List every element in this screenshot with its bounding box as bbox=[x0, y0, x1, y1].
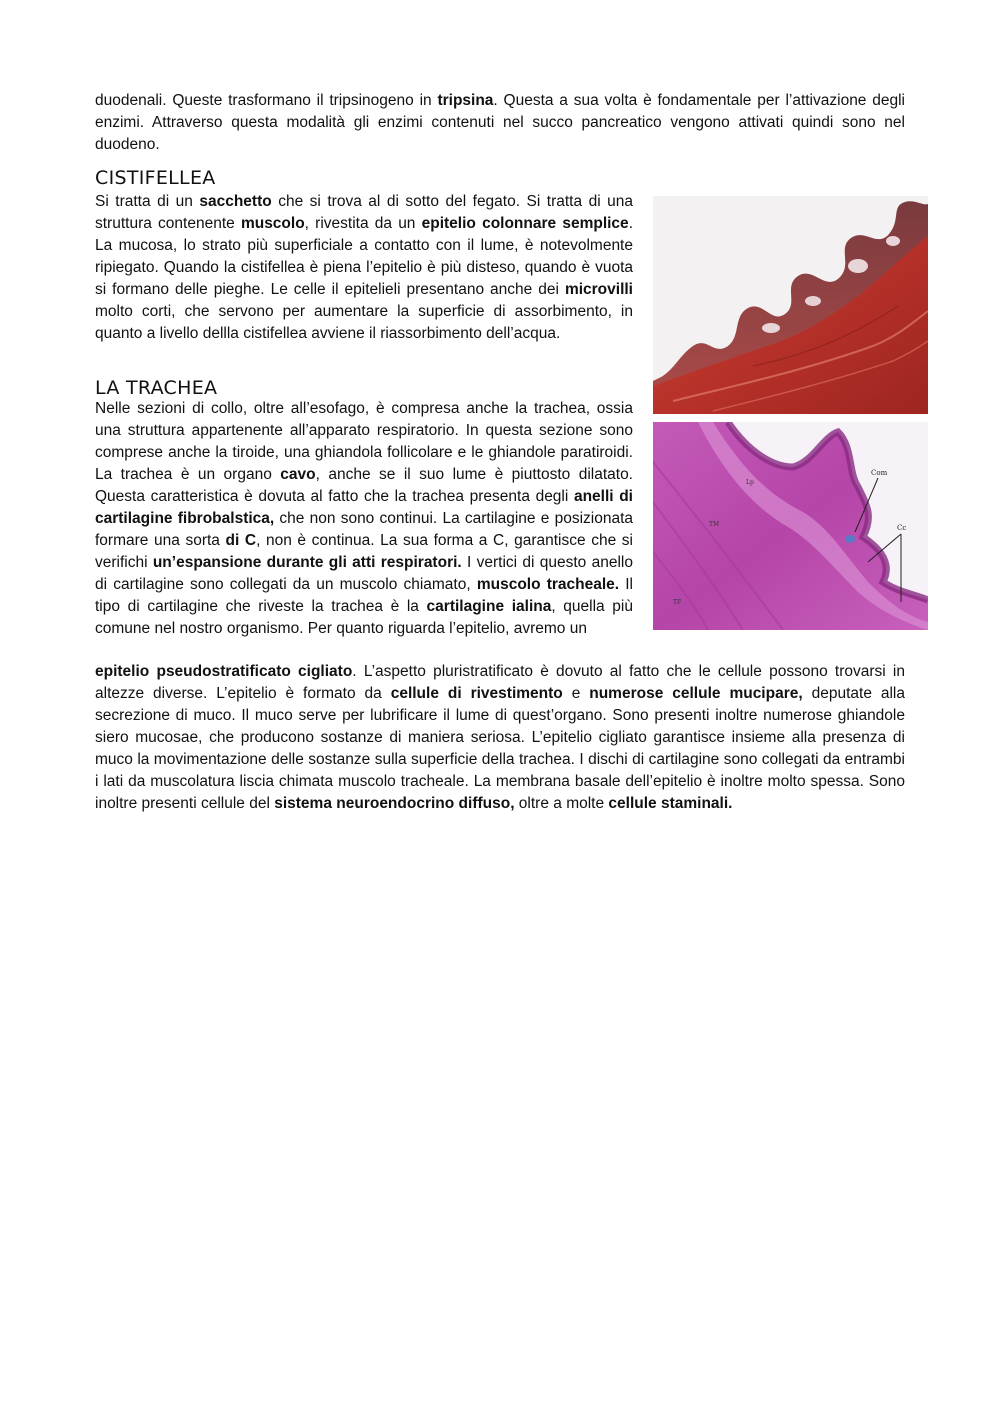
trachea-paragraph-continued bbox=[95, 661, 905, 815]
text-run: , rivestita da un bbox=[304, 215, 422, 232]
gallbladder-histology-drawing bbox=[653, 196, 928, 414]
text-run: che si trova al di sotto del fegato. Si tratta di una struttura contenente bbox=[95, 193, 633, 232]
figure-label-tm: TM bbox=[709, 521, 720, 528]
bold-term: sistema neuroendocrino diffuso, bbox=[274, 795, 515, 812]
bold-term: epitelio pseudostratificato cigliato bbox=[95, 663, 353, 680]
text-run: . Questa a sua volta è fondamentale per l’attivazione degli enzimi. Attraverso questa modalità gli enzimi contenuti nel succo pancreatico vengono attivati quindi sono nel duodeno. bbox=[95, 92, 905, 153]
bold-term: microvilli bbox=[564, 281, 633, 298]
figure-label-tf: TF bbox=[673, 599, 682, 606]
bold-term: cartilagine ialina bbox=[426, 598, 552, 615]
text-run: duodenali. Queste trasformano il tripsinogeno in bbox=[95, 92, 438, 109]
bold-term: un’espansione durante gli atti respiratori. bbox=[152, 554, 462, 571]
gallbladder-histology-image bbox=[653, 196, 928, 414]
figure-label-lp: Lp bbox=[746, 479, 754, 486]
bold-term: epitelio colonnare semplice bbox=[421, 215, 629, 232]
text-run: e bbox=[562, 685, 590, 702]
trachea-paragraph bbox=[95, 398, 633, 640]
text-run: Si tratta di un bbox=[95, 193, 200, 210]
bold-term: anelli di cartilagine fibrobalstica, bbox=[95, 488, 633, 527]
intro-paragraph bbox=[95, 90, 905, 156]
bold-term: numerose cellule mucipare, bbox=[589, 685, 803, 702]
figure-label-cc: Cc bbox=[897, 524, 907, 532]
text-run: Nelle sezioni di collo, oltre all’esofago, è compresa anche la trachea, ossia una struttura appartenente all’apparato respiratorio. In questa sezione sono comprese anche la tiroide, una ghiandola follicolare e le ghiandole paratiroidi. La trachea è un organo bbox=[95, 400, 633, 483]
text-run: che non sono continui. La cartilagine e posizionata formare una sorta bbox=[95, 510, 634, 549]
text-run: , anche se il suo lume è piuttosto dilatato. Questa caratteristica è dovuta al fatto che la trachea presenta degli bbox=[95, 466, 633, 505]
cistifellea-paragraph bbox=[95, 191, 633, 345]
text-run: I vertici di questo anello di cartilagine sono collegati da un muscolo chiamato, bbox=[95, 554, 633, 593]
bold-term: muscolo tracheale. bbox=[476, 576, 620, 593]
text-run: Il tipo di cartilagine che riveste la trachea è la bbox=[95, 576, 633, 615]
bold-term: cellule staminali. bbox=[608, 795, 733, 812]
text-run: molto corti, che servono per aumentare la superficie di assorbimento, in quanto a livello dellla cistifellea avviene il riassorbimento dell’acqua. bbox=[95, 303, 633, 342]
figure-label-com: Com bbox=[871, 469, 888, 477]
bold-term: di C bbox=[225, 532, 257, 549]
text-run: deputate alla secrezione di muco. Il muco serve per lubrificare il lume di quest’organo. Sono presenti inoltre numerose ghiandole siero mucosae, che producono sostanze di maniera seriosa. L’epitelio cigliato garantisce insieme alla presenza di muco la movimentazione delle sostanze sulla superficie della trachea. I dischi di cartilagine sono collegati da entrambi i lati da muscolatura liscia chimata muscolo tracheale. La membrana basale dell’epitelio è inoltre molto spessa. Sono inoltre presenti cellule del bbox=[95, 685, 905, 812]
bold-term: tripsina bbox=[437, 92, 494, 109]
text-run: , non è continua. La sua forma a C, garantisce che si verifichi bbox=[95, 532, 633, 571]
bold-term: cavo bbox=[280, 466, 316, 483]
text-run: . La mucosa, lo strato più superficiale a contatto con il lume, è notevolmente ripiegato. Quando la cistifellea è piena l’epitelio è più disteso, quando è vuota si formano delle pieghe. Le celle il epitelieli presentano anche dei bbox=[95, 215, 633, 298]
trachea-histology-drawing bbox=[653, 422, 928, 630]
section-heading-trachea: LA TRACHEA bbox=[95, 377, 218, 399]
bold-term: cellule di rivestimento bbox=[390, 685, 563, 702]
section-heading-cistifellea: CISTIFELLEA bbox=[95, 167, 216, 189]
text-run: oltre a molte bbox=[514, 795, 609, 812]
bold-term: sacchetto bbox=[199, 193, 272, 210]
bold-term: muscolo bbox=[240, 215, 305, 232]
text-run: . L’aspetto pluristratificato è dovuto al fatto che le cellule possono trovarsi in altezze diverse. L’epitelio è formato da bbox=[95, 663, 905, 702]
text-run: , quella più comune nel nostro organismo. Per quanto riguarda l’epitelio, avremo un bbox=[95, 598, 633, 637]
trachea-histology-image bbox=[653, 422, 928, 630]
